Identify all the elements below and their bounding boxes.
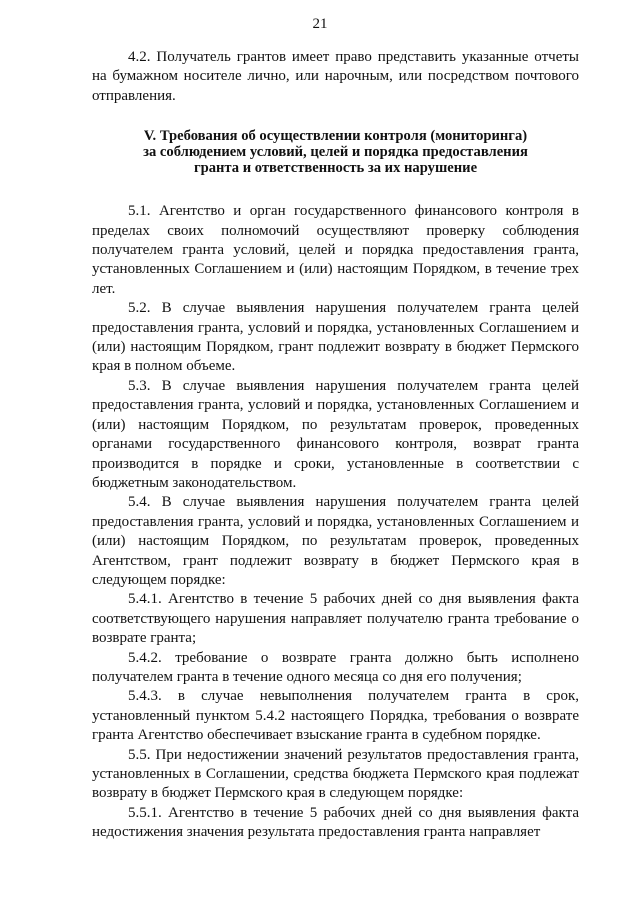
section-heading-line: V. Требования об осуществлении контроля (мониторинга)	[143, 128, 528, 145]
paragraph-5-4-2: 5.4.2. требование о возврате гранта должно быть исполнено получателем гранта в течение одного месяца со дня его получения;	[92, 649, 579, 685]
paragraph-5-4-1: 5.4.1. Агентство в течение 5 рабочих дней со дня выявления факта соответствующего нарушения направляет получателю гранта требование о возврате гранта;	[92, 591, 579, 647]
paragraph-5-1: 5.1. Агентство и орган государственного финансового контроля в пределах своих полномочий осуществляют проверку соблюдения получателем гранта условий, целей и порядка предоставления гранта, установленных Соглашением и (или) настоящим Порядком, в течение трех лет.	[92, 203, 579, 297]
paragraph-5-3: 5.3. В случае выявления нарушения получателем гранта целей предоставления гранта, условий и порядка, установленных Соглашением и (или) настоящим Порядком, по результатам проверок, проведенных органами государственного финансового контроля, возврат гранта производится в порядке и сроки, установленные в соответствии с бюджетным законодательством.	[92, 377, 579, 491]
document-body	[92, 48, 579, 843]
paragraph-5-5: 5.5. При недостижении значений результатов предоставления гранта, установленных в Соглашении, средства бюджета Пермского края подлежат возврату в бюджет Пермского края в следующем порядке:	[92, 746, 579, 802]
section-heading-line: гранта и ответственность за их нарушение	[193, 160, 478, 177]
page-number: 21	[312, 16, 328, 32]
paragraph-5-5-1: 5.5.1. Агентство в течение 5 рабочих дней со дня выявления факта недостижения значения результата предоставления гранта направляет	[92, 804, 579, 841]
paragraph-5-4-3: 5.4.3. в случае невыполнения получателем гранта в срок, установленный пунктом 5.4.2 настоящего Порядка, требования о возврате гранта Агентство обеспечивает взыскание гранта в судебном порядке.	[92, 688, 579, 744]
section-heading-line: за соблюдением условий, целей и порядка предоставления	[143, 144, 528, 161]
paragraph-4-2: 4.2. Получатель грантов имеет право представить указанные отчеты на бумажном носителе лично, или нарочным, или посредством почтового отправления.	[92, 49, 579, 104]
paragraph-5-2: 5.2. В случае выявления нарушения получателем гранта целей предоставления гранта, условий и порядка, установленных Соглашением и (или) настоящим Порядком, грант подлежит возврату в бюджет Пермского края в полном объеме.	[92, 300, 579, 375]
section-heading	[92, 128, 579, 176]
paragraph-5-4: 5.4. В случае выявления нарушения получателем гранта целей предоставления гранта, условий и порядка, установленных Соглашением и (или) настоящим Порядком, по результатам проверок, проведенных Агентством, грант подлежит возврату в бюджет Пермского края в следующем порядке:	[92, 494, 579, 588]
